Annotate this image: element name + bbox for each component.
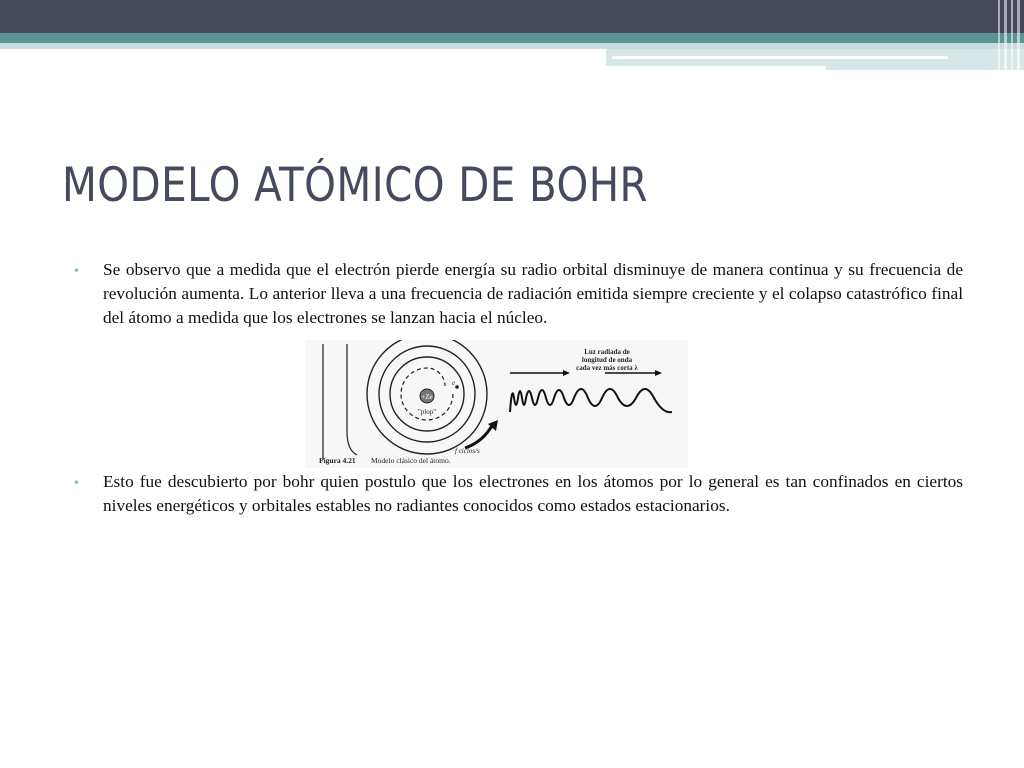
figure-caption-label: Figura 4.21 bbox=[319, 456, 356, 465]
nucleus-label: +Ze bbox=[421, 393, 433, 401]
bohr-atom-figure bbox=[305, 340, 688, 468]
slide-title: MODELO ATÓMICO DE BOHR bbox=[62, 158, 649, 213]
plop-label: "plop" bbox=[417, 408, 437, 416]
wave-label-line-2: longitud de onda bbox=[581, 356, 633, 364]
wave-label-line-3: cada vez más corta λ bbox=[576, 364, 638, 372]
electron-label: e bbox=[452, 379, 456, 387]
bullet-marker: • bbox=[74, 476, 79, 491]
header-right-line bbox=[606, 66, 826, 70]
figure-caption-text: Modelo clásico del átomo. bbox=[371, 456, 451, 465]
header-vertical-stripes bbox=[994, 0, 1024, 70]
bullet-paragraph-2: Esto fue descubierto por bohr quien postulo que los electrones en los átomos por lo general es tan confinados en ciertos niveles energéticos y orbitales estables no radiantes conocidos como estados estacionarios. bbox=[103, 472, 963, 515]
header-right-line bbox=[612, 56, 948, 59]
wave-label-line-1: Luz radiada de bbox=[584, 348, 630, 356]
bullet-marker: • bbox=[74, 264, 79, 279]
header-dark-bar bbox=[0, 0, 1024, 33]
header-teal-bar bbox=[0, 33, 1024, 43]
bullet-paragraph-1: Se observo que a medida que el electrón pierde energía su radio orbital disminuye de manera continua y su frecuencia de revolución aumenta. Lo anterior lleva a una frecuencia de radiación emitida siempre creciente y el colapso catastrófico final del átomo a medida que los electrones se lanzan hacia el núcleo. bbox=[103, 260, 963, 327]
frequency-label: f ciclos/s bbox=[455, 447, 480, 455]
